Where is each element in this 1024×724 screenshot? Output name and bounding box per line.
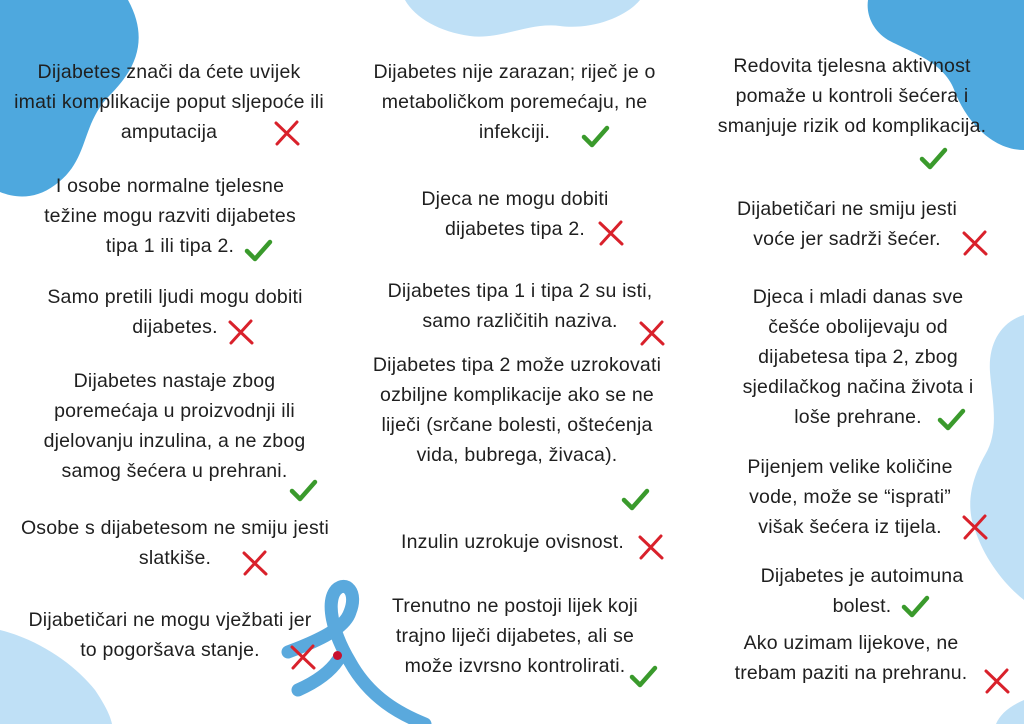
statement-11: Inzulin uzrokuje ovisnost. xyxy=(400,531,625,553)
cross-icon xyxy=(960,512,990,542)
blob-top-center xyxy=(405,0,640,37)
statement-10: Dijabetes tipa 2 može uzrokovati ozbiljne komplikacije ako se ne liječi (srčane bolesti, oštećenja vida, bubrega, živaca). xyxy=(372,354,662,466)
statement-9: Dijabetes tipa 1 i tipa 2 su isti, samo različitih naziva. xyxy=(387,280,653,332)
statement-17: Dijabetes je autoimuna bolest. xyxy=(760,565,964,617)
statement-8: Djeca ne mogu dobiti dijabetes tipa 2. xyxy=(421,188,609,240)
statement-15: Djeca i mladi danas sve češće obolijevaju od dijabetesa tipa 2, zbog sjedilačkog načina života i loše prehrane. xyxy=(742,286,974,428)
cross-icon xyxy=(636,532,666,562)
statement-6: Dijabetičari ne mogu vježbati jer to pogoršava stanje. xyxy=(28,609,312,661)
cross-icon xyxy=(240,548,270,578)
checkmark-icon xyxy=(900,592,930,622)
checkmark-icon xyxy=(580,122,610,152)
statement-13: Redovita tjelesna aktivnost pomaže u kontroli šećera i smanjuje rizik od komplikacija. xyxy=(717,55,987,137)
statement-14: Dijabetičari ne smiju jesti voće jer sadrži šećer. xyxy=(737,198,957,250)
statement-7: Dijabetes nije zarazan; riječ je o metaboličkom poremećaju, ne infekciji. xyxy=(373,61,656,143)
checkmark-icon xyxy=(628,662,658,692)
statement-16: Pijenjem velike količine vode, može se “isprati” višak šećera iz tijela. xyxy=(747,456,953,538)
cross-icon xyxy=(288,642,318,672)
statement-12: Trenutno ne postoji lijek koji trajno liječi dijabetes, ali se može izvrsno kontrolirati. xyxy=(392,595,638,677)
statement-1: Dijabetes znači da ćete uvijek imati komplikacije poput sljepoće ili amputacija xyxy=(14,61,324,143)
cross-icon xyxy=(596,218,626,248)
statement-2: I osobe normalne tjelesne težine mogu razviti dijabetes tipa 1 ili tipa 2. xyxy=(44,175,296,257)
statement-5: Osobe s dijabetesom ne smiju jesti slatkiše. xyxy=(20,517,330,569)
statement-18: Ako uzimam lijekove, ne trebam paziti na prehranu. xyxy=(734,632,968,684)
cross-icon xyxy=(637,318,667,348)
checkmark-icon xyxy=(243,236,273,266)
checkmark-icon xyxy=(936,405,966,435)
checkmark-icon xyxy=(620,485,650,515)
cross-icon xyxy=(226,317,256,347)
cross-icon xyxy=(982,666,1012,696)
blob-bottom-right xyxy=(996,700,1024,724)
statement-3: Samo pretili ljudi mogu dobiti dijabetes. xyxy=(47,286,303,338)
cross-icon xyxy=(272,118,302,148)
checkmark-icon xyxy=(918,144,948,174)
cross-icon xyxy=(960,228,990,258)
statement-4: Dijabetes nastaje zbog poremećaja u proizvodnji ili djelovanju inzulina, a ne zbog samog šećera u prehrani. xyxy=(43,370,306,482)
ribbon-dot xyxy=(333,651,342,660)
checkmark-icon xyxy=(288,476,318,506)
